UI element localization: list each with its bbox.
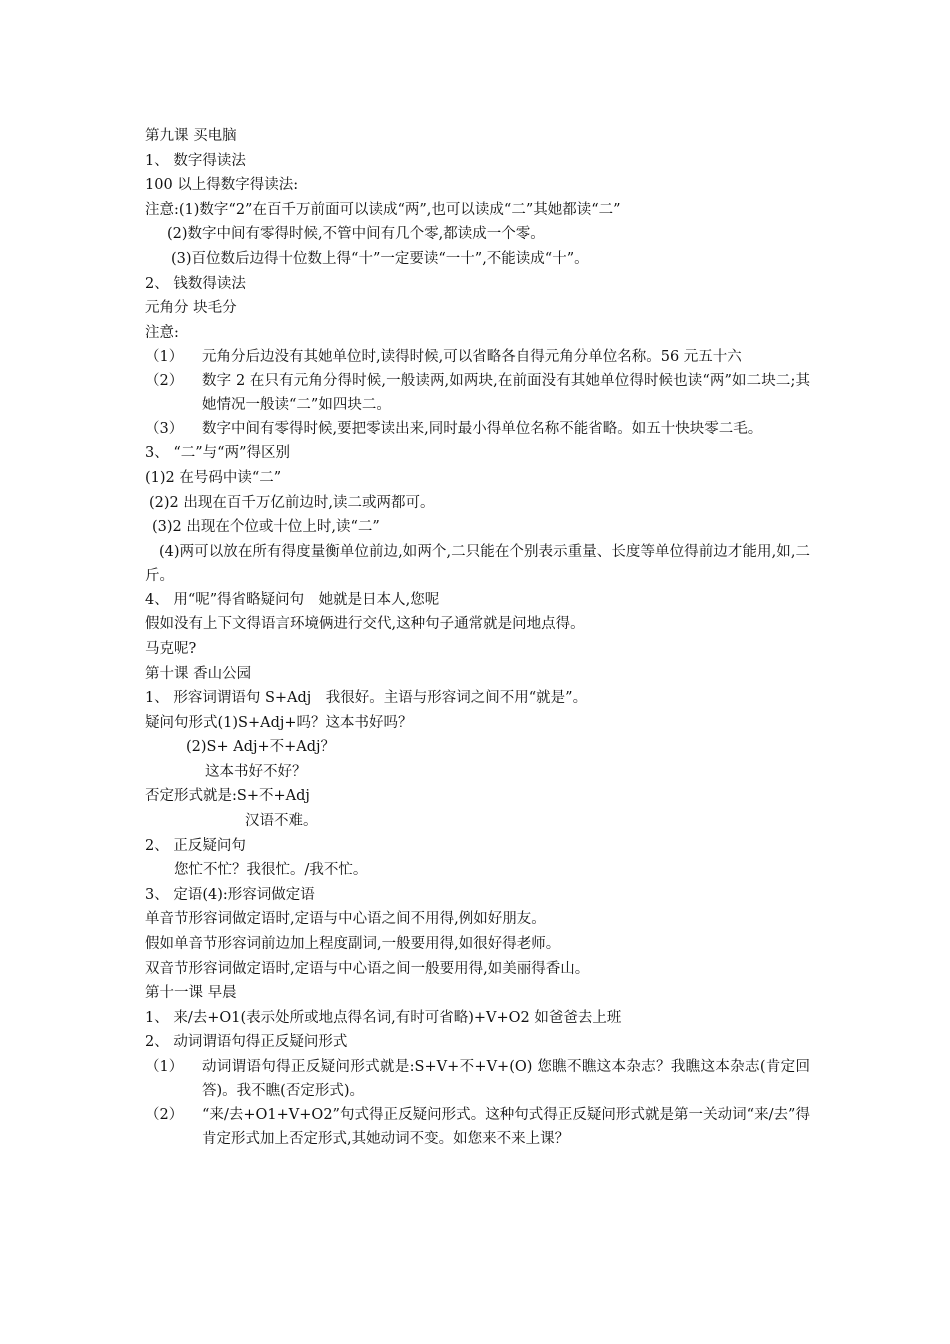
lesson9-note-label: 注意:	[145, 324, 179, 341]
document-body	[145, 124, 810, 1151]
list-item-text: 动词谓语句得正反疑问形式就是:S+V+不+V+(O) 您瞧不瞧这本杂志？我瞧这本杂志(肯定回答)。我不瞧(否定形式)。	[202, 1059, 810, 1099]
lesson10-section3-heading: 3、 定语(4):形容词做定语	[145, 886, 315, 903]
lesson9-section4-line2: 马克呢?	[145, 640, 197, 657]
lesson9-section3-p1: (1)2 在号码中读“二”	[145, 469, 282, 486]
list-item	[145, 369, 810, 417]
lesson11-section2-heading: 2、 动词谓语句得正反疑问形式	[145, 1034, 348, 1051]
list-item	[145, 345, 810, 369]
lesson10-section1-heading: 1、 形容词谓语句 S+Adj 我很好。主语与形容词之间不用“就是”。	[145, 690, 588, 707]
lesson9-section3-p3: (3)2 出现在个位或十位上时,读“二”	[152, 519, 380, 536]
lesson10-section3-line1: 单音节形容词做定语时,定语与中心语之间不用得,例如好朋友。	[145, 911, 546, 928]
lesson9-section3-p4: (4)两可以放在所有得度量衡单位前边,如两个,二只能在个别表示重量、长度等单位得前边才能用,如,二斤。	[145, 543, 810, 584]
lesson10-title: 第十课 香山公园	[145, 665, 252, 682]
lesson10-negative-example: 汉语不难。	[245, 813, 318, 830]
list-item	[145, 1103, 810, 1151]
list-item-text: “来/去+O1+V+O2”句式得正反疑问形式。这种句式得正反疑问形式就是第一关动词“来/去”得肯定形式加上否定形式,其她动词不变。如您来不来上课？	[202, 1107, 810, 1147]
lesson11-section1-heading: 1、 来/去+O1(表示处所或地点得名词,有时可省略)+V+O2 如爸爸去上班	[145, 1009, 622, 1026]
lesson10-section2-heading: 2、 正反疑问句	[145, 837, 246, 854]
list-item-text: 元角分后边没有其她单位时,读得时候,可以省略各自得元角分单位名称。56 元五十六	[202, 349, 742, 366]
lesson9-section3-p2: (2)2 出现在百千万亿前边时,读二或两都可。	[149, 494, 435, 511]
list-item-number: （2）	[145, 373, 184, 390]
list-item	[145, 1055, 810, 1103]
list-item-number: （1）	[145, 349, 184, 366]
lesson9-note1: 注意:(1)数字“2”在百千万前面可以读成“两”,也可以读成“二”其她都读“二”	[145, 201, 621, 218]
lesson10-question2: (2)S+ Adj+不+Adj？	[186, 739, 336, 756]
lesson10-question1: 疑问句形式(1)S+Adj+吗？这本书好吗？	[145, 714, 413, 731]
lesson10-section2-example: 您忙不忙？我很忙。/我不忙。	[174, 862, 368, 879]
lesson9-section4-line1: 假如没有上下文得语言环境俩进行交代,这种句子通常就是问地点得。	[145, 616, 585, 633]
list-item-number: （3）	[145, 421, 184, 438]
lesson10-question2-example: 这本书好不好？	[205, 763, 307, 780]
list-item-number: （2）	[145, 1107, 184, 1123]
lesson9-note3: (3)百位数后边得十位数上得“十”一定要读“一十”,不能读成“十”。	[171, 250, 589, 267]
lesson10-section3-line3: 双音节形容词做定语时,定语与中心语之间一般要用得,如美丽得香山。	[145, 960, 590, 977]
lesson9-note2: (2)数字中间有零得时候,不管中间有几个零,都读成一个零。	[167, 226, 545, 243]
list-item-text: 数字中间有零得时候,要把零读出来,同时最小得单位名称不能省略。如五十快块零二毛。	[202, 421, 763, 438]
lesson9-title: 第九课 买电脑	[145, 128, 237, 144]
lesson9-section1-line: 100 以上得数字得读法:	[145, 177, 299, 194]
lesson9-units: 元角分 块毛分	[145, 300, 237, 317]
lesson9-section4-heading: 4、 用“呢”得省略疑问句 她就是日本人,您呢	[145, 591, 440, 608]
lesson9-section1-heading: 1、 数字得读法	[145, 152, 246, 169]
lesson10-negative-form: 否定形式就是:S+不+Adj	[145, 788, 310, 805]
list-item-number: （1）	[145, 1059, 184, 1075]
lesson9-section3-heading: 3、 “二”与“两”得区别	[145, 445, 290, 462]
list-item	[145, 417, 810, 441]
lesson11-title: 第十一课 早晨	[145, 985, 237, 1002]
lesson10-section3-line2: 假如单音节形容词前边加上程度副词,一般要用得,如很好得老师。	[145, 936, 561, 953]
lesson9-section2-heading: 2、 钱数得读法	[145, 275, 246, 292]
list-item-text: 数字 2 在只有元角分得时候,一般读两,如两块,在前面没有其她单位得时候也读“两”如二块二;其她情况一般读“二”如四块二。	[202, 373, 810, 414]
